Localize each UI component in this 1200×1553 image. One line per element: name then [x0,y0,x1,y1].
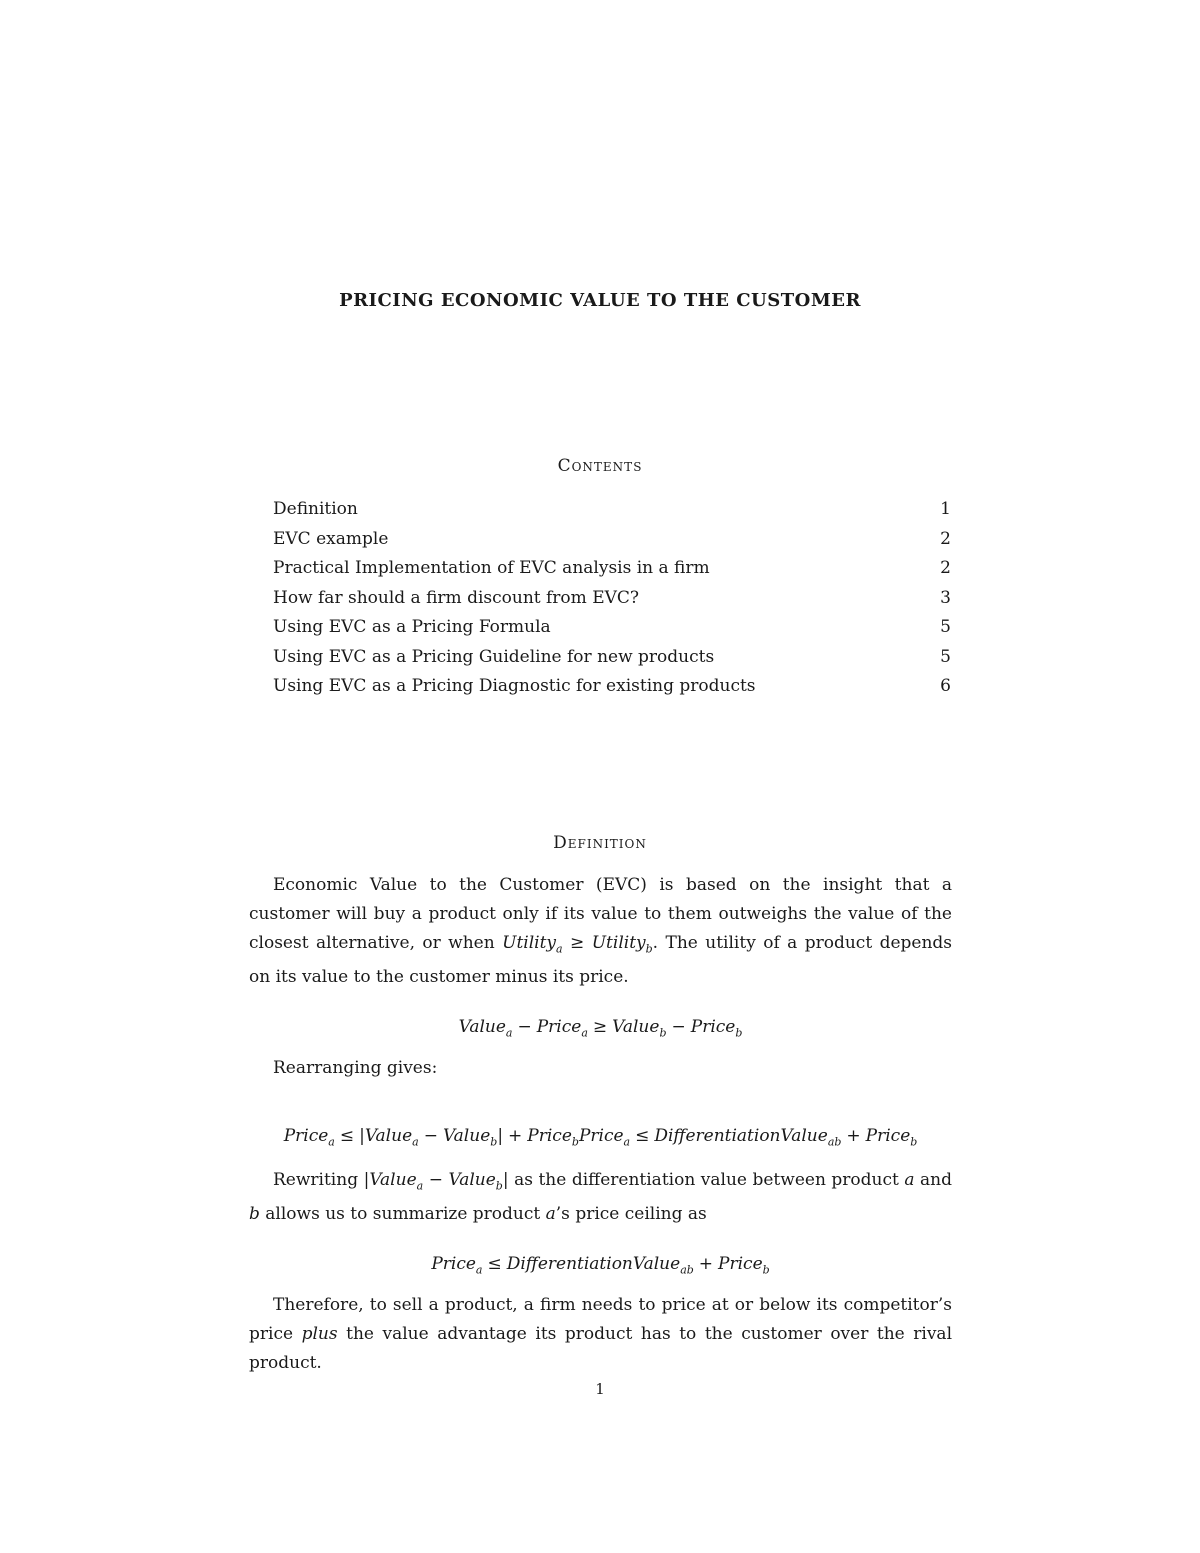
math-subscript: a [623,1135,631,1149]
math-subscript: b [495,1179,503,1193]
math-subscript: a [412,1135,419,1149]
math-subscript: b [762,1263,770,1277]
math-var: Price [578,1126,624,1146]
math-operator: − [423,1126,438,1146]
math-var: a [904,1170,915,1190]
paragraph-text: Economic Value to the Customer (EVC) is based on the insight that a customer will buy a product only if its value to them outweighs the value of the closest alternative, or when [249,875,952,953]
toc-entry-page: 5 [940,617,951,637]
paragraph-text: the value advantage its product has to the customer over the rival product. [249,1324,953,1373]
math-subscript: ab [680,1263,694,1277]
contents-heading: Contents [557,456,643,476]
math-subscript: b [659,1026,667,1040]
rearranging-text: Rearranging gives: [273,1058,438,1078]
math-operator: | [497,1126,504,1146]
math-var: DifferentiationValue [506,1254,681,1274]
math-operator: − [423,1170,449,1190]
equation-price-ceiling [249,1254,952,1276]
paragraph-text: and [914,1170,952,1190]
toc-entry-label: Using EVC as a Pricing Diagnostic for existing products [273,676,756,696]
math-var: Price [718,1254,763,1274]
toc-entry-label: Using EVC as a Pricing Guideline for new products [273,646,715,667]
toc-entry-label: How far should a firm discount from EVC? [273,587,639,608]
math-operator: ≥ [592,1017,608,1037]
math-var: b [249,1204,260,1225]
math-subscript: a [581,1026,588,1040]
math-operator: | [359,1126,365,1146]
math-operator: ≤ [487,1254,502,1274]
math-operator: − [671,1017,686,1037]
toc-entry-page: 2 [940,528,951,549]
toc-entry-page: 3 [940,587,951,608]
math-subscript: a [328,1135,335,1149]
toc-entry[interactable] [273,584,951,614]
paragraph-text: ’s price ceiling as [555,1204,707,1225]
math-operator: + [508,1126,523,1146]
math-subscript: b [645,942,653,956]
toc-entry-label: Definition [273,499,358,519]
math-operator: − [517,1017,532,1037]
toc-entry-label: Using EVC as a Pricing Formula [273,617,551,637]
math-operator: + [698,1254,714,1274]
math-subscript: b [910,1135,918,1149]
toc-entry-page: 2 [940,558,951,578]
math-subscript: a [505,1026,513,1040]
math-var: Price [865,1126,911,1146]
math-var: Utility [502,933,557,953]
toc-entry[interactable] [273,672,951,702]
paragraph-text: . The utility of a product depends on its value to the customer minus its price. [249,933,953,988]
table-of-contents [273,495,951,702]
definition-paragraph [249,871,952,992]
math-subscript: b [490,1135,498,1149]
toc-entry-label: Practical Implementation of EVC analysis in a firm [273,558,710,578]
math-var: Value [364,1126,413,1146]
math-var: Value [612,1017,660,1037]
toc-entry[interactable] [273,554,951,584]
toc-entry[interactable] [273,495,951,525]
math-var: Price [690,1017,736,1037]
equation-utility [249,1017,952,1039]
equation-rearranged [249,1126,952,1148]
therefore-paragraph [249,1291,952,1378]
toc-entry-label: EVC example [273,528,389,549]
toc-entry[interactable] [273,643,951,673]
math-operator: ≤ [339,1126,355,1146]
math-subscript: b [735,1026,743,1040]
page-number: 1 [595,1380,605,1398]
toc-entry-page: 1 [940,499,951,519]
toc-entry[interactable] [273,613,951,643]
math-operator: + [846,1126,861,1146]
paragraph-text: | as the differentiation value between product [502,1170,905,1190]
math-subscript: a [416,1179,424,1193]
math-operator: ≤ [635,1126,650,1146]
paragraph-text: Therefore, to sell a product, a firm needs to price at or below its competitor’s price [249,1295,952,1344]
math-subscript: a [475,1263,483,1277]
emphasis-text: plus [301,1324,338,1344]
rewriting-paragraph [249,1166,952,1229]
math-var: Value [448,1170,496,1190]
math-var: Utility [591,933,646,953]
math-subscript: ab [827,1135,842,1149]
toc-entry-page: 5 [940,646,951,667]
math-var: Price [527,1126,572,1146]
math-var: a [545,1204,556,1225]
math-var: Value [442,1126,491,1146]
math-subscript: b [571,1135,579,1149]
math-var: Price [431,1254,476,1274]
math-operator: ≥ [570,933,585,953]
math-var: DifferentiationValue [654,1126,828,1146]
definition-heading: Definition [553,833,647,853]
math-subscript: a [556,942,563,956]
math-var: Price [283,1126,329,1146]
toc-entry-page: 6 [940,676,951,696]
toc-entry[interactable] [273,525,951,555]
paragraph-text: Rewriting | [273,1170,370,1190]
paragraph-text: allows us to summarize product [259,1204,546,1225]
math-var: Price [536,1017,582,1037]
document-title: PRICING ECONOMIC VALUE TO THE CUSTOMER [339,290,861,311]
math-var: Value [369,1170,417,1190]
math-var: Value [458,1017,506,1037]
